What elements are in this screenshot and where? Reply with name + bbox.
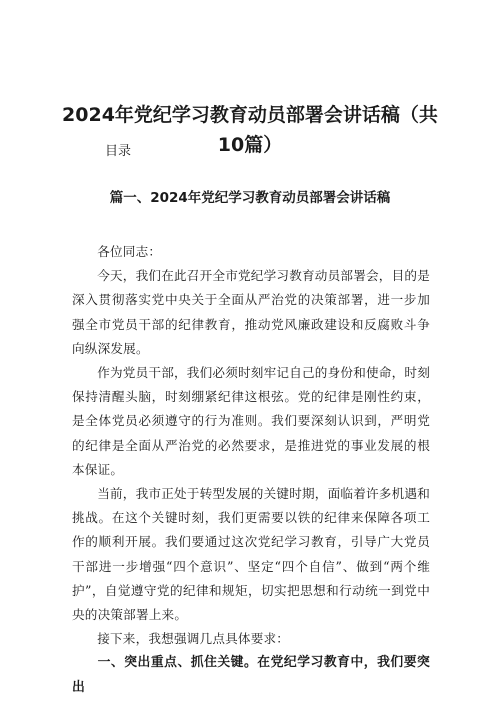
- toc-label: 目录: [105, 144, 132, 159]
- speech-body: [72, 240, 430, 700]
- salutation: 各位同志：: [97, 244, 162, 259]
- section-heading: 篇一、2024年党纪学习教育动员部署会讲话稿: [109, 190, 391, 206]
- requirement-heading: 一、突出重点、抓住关键。在党纪学习教育中，我们要突出: [72, 655, 430, 695]
- paragraph: 作为党员干部，我们必须时刻牢记自己的身份和使命，时刻保持清醒头脑，时刻绷紧纪律这根弦。党的纪律是刚性约束，是全体党员必须遵守的行为准则。我们要深刻认识到，严明党的纪律是全面从严治党的必然要求，是推进党的事业发展的根本保证。: [72, 365, 430, 477]
- paragraph: 当前，我市正处于转型发展的关键时期，面临着许多机遇和挑战。在这个关键时刻，我们更需要以铁的纪律来保障各项工作的顺利开展。我们要通过这次党纪学习教育，引导广大党员干部进一步增强“四个意识”、坚定“四个自信”、做到“两个维护”，自觉遵守党的纪律和规矩，切实把思想和行动统一到党中央的决策部署上来。: [72, 486, 430, 623]
- document-title: 2024年党纪学习教育动员部署会讲话稿（共10篇）: [62, 104, 438, 156]
- paragraph: 今天，我们在此召开全市党纪学习教育动员部署会，目的是深入贯彻落实党中央关于全面从严治党的决策部署，进一步加强全市党员干部的纪律教育，推动党风廉政建设和反腐败斗争向纵深发展。: [72, 268, 430, 356]
- paragraph: 接下来，我想强调几点具体要求：: [97, 631, 290, 647]
